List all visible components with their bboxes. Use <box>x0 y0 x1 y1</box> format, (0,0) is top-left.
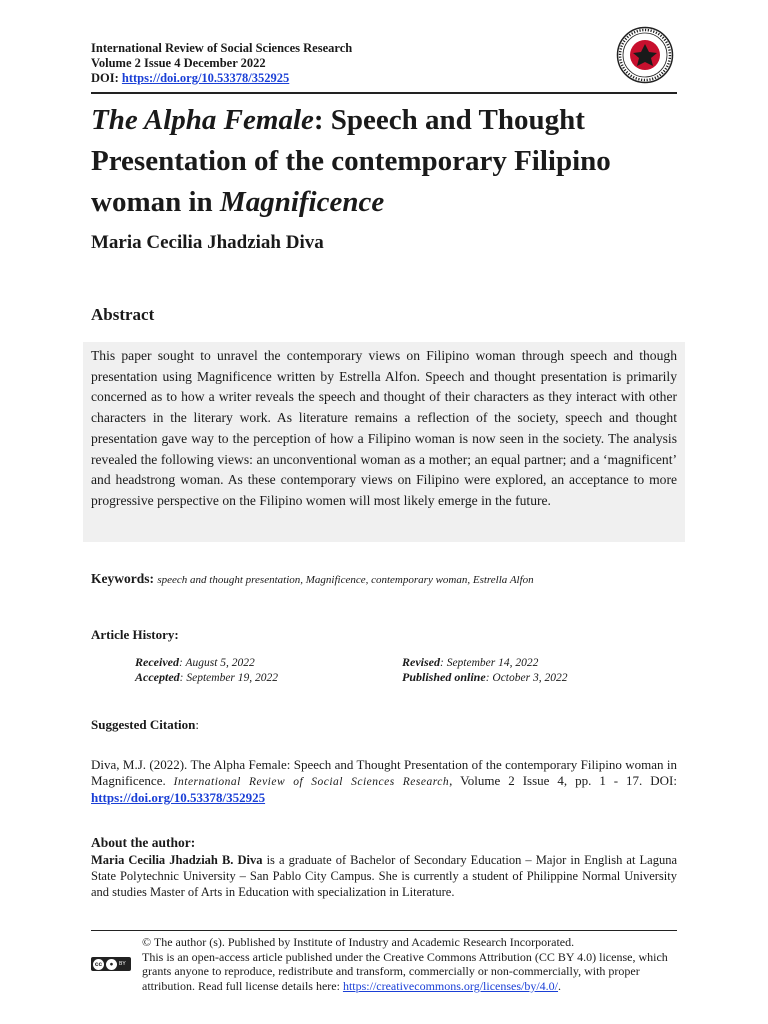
doi-link[interactable]: https://doi.org/10.53378/352925 <box>121 71 290 85</box>
received-date: : August 5, 2022 <box>178 657 255 669</box>
abstract-box <box>83 342 685 542</box>
abstract-heading: Abstract <box>91 305 155 324</box>
about-author-bio: is a graduate of Bachelor of Secondary Education – Major in English at Laguna State Polytechnic University – San Pablo City Campus. She is currently a student of Philippine Normal University and studies Master of Arts in Education with specialization in Literature. <box>91 853 678 899</box>
keywords-label: Keywords: <box>91 571 154 586</box>
journal-name: International Review of Social Sciences Research <box>91 41 353 55</box>
journal-header <box>91 41 551 86</box>
cc-by-icon <box>91 957 131 971</box>
license-copyright: © The author (s). Published by Institute of Industry and Academic Research Incorporated. <box>142 935 575 949</box>
license-end-period: . <box>558 978 562 993</box>
received-label: Received <box>135 655 179 669</box>
title-main-part: : Speech and Thought Presentation of the contemporary Filipino woman in <box>91 104 611 218</box>
license-link[interactable]: https://creativecommons.org/licenses/by/4.0/ <box>342 978 559 993</box>
title-italic-end: Magnificence <box>219 186 385 218</box>
license-description: This is an open-access article published under the Creative Commons Attribution (CC BY 4.0) license, which grants anyone to reproduce, redistribute and transform, commercially or non-commercially, with proper attribution. Read full license details here: <box>142 949 668 993</box>
keywords <box>91 571 681 587</box>
published-date: : October 3, 2022 <box>485 672 568 684</box>
published-label: Published online <box>402 670 486 684</box>
revised-date: : September 14, 2022 <box>440 657 539 669</box>
revised-label: Revised <box>402 655 440 669</box>
citation-heading-colon: : <box>195 717 199 732</box>
title-italic-part: The Alpha Female <box>91 104 314 136</box>
citation-text <box>91 757 677 806</box>
history-published <box>402 670 567 686</box>
accepted-date: : September 19, 2022 <box>179 672 279 684</box>
journal-seal-logo <box>616 26 674 84</box>
history-revised <box>402 655 538 671</box>
header-rule <box>91 92 677 94</box>
citation-doi-link[interactable]: https://doi.org/10.53378/352925 <box>91 790 266 805</box>
journal-doi <box>91 71 551 86</box>
article-history-heading: Article History: <box>91 627 179 642</box>
citation-authors-title: Diva, M.J. (2022). The Alpha Female: Speech and Thought Presentation of the contemporary Filipino woman in Magnificence. <box>91 757 677 788</box>
about-author-heading: About the author: <box>91 835 196 850</box>
citation-heading-text: Suggested Citation <box>91 717 196 732</box>
citation-volume: , Volume 2 Issue 4, pp. 1 - 17. DOI: <box>449 773 677 788</box>
accepted-label: Accepted <box>135 670 180 684</box>
history-accepted <box>135 670 278 686</box>
about-author-name: Maria Cecilia Jhadziah B. Diva <box>91 853 263 867</box>
doi-label: DOI: <box>91 71 122 85</box>
citation-journal: International Review of Social Sciences Research <box>173 776 450 788</box>
license-text <box>142 935 678 993</box>
author-name: Maria Cecilia Jhadziah Diva <box>91 232 324 253</box>
attribution-symbol: ● <box>106 959 117 970</box>
cc-symbol: cc <box>94 960 103 968</box>
by-label: BY <box>119 961 126 967</box>
keywords-text: speech and thought presentation, Magnificence, contemporary woman, Estrella Alfon <box>157 574 534 586</box>
abstract-text: This paper sought to unravel the contemporary views on Filipino woman through speech and though presentation using Magnificence written by Estrella Alfon. Speech and thought presentation is primarily concerned as to how a writer reveals the speech and thought of their characters as they interact with other characters in the literary work. As literature remains a reflection of the society, speech and thought presentation gave way to the perception of how a Filipino woman is now seen in the society. The analysis revealed the following views: an unconventional woman as a mother; an equal partner; and a ‘magnificent’ and headstrong woman. As these contemporary views on Filipino were explored, an acceptance to more progressive perspective on the Filipino women will most likely emerge in the future. <box>91 348 677 508</box>
license-body <box>142 950 678 994</box>
about-author-text <box>91 852 677 900</box>
suggested-citation-heading <box>91 717 199 733</box>
history-received <box>135 655 255 671</box>
footer-rule <box>91 930 677 931</box>
journal-issue: Volume 2 Issue 4 December 2022 <box>91 56 266 70</box>
paper-title <box>91 100 691 223</box>
